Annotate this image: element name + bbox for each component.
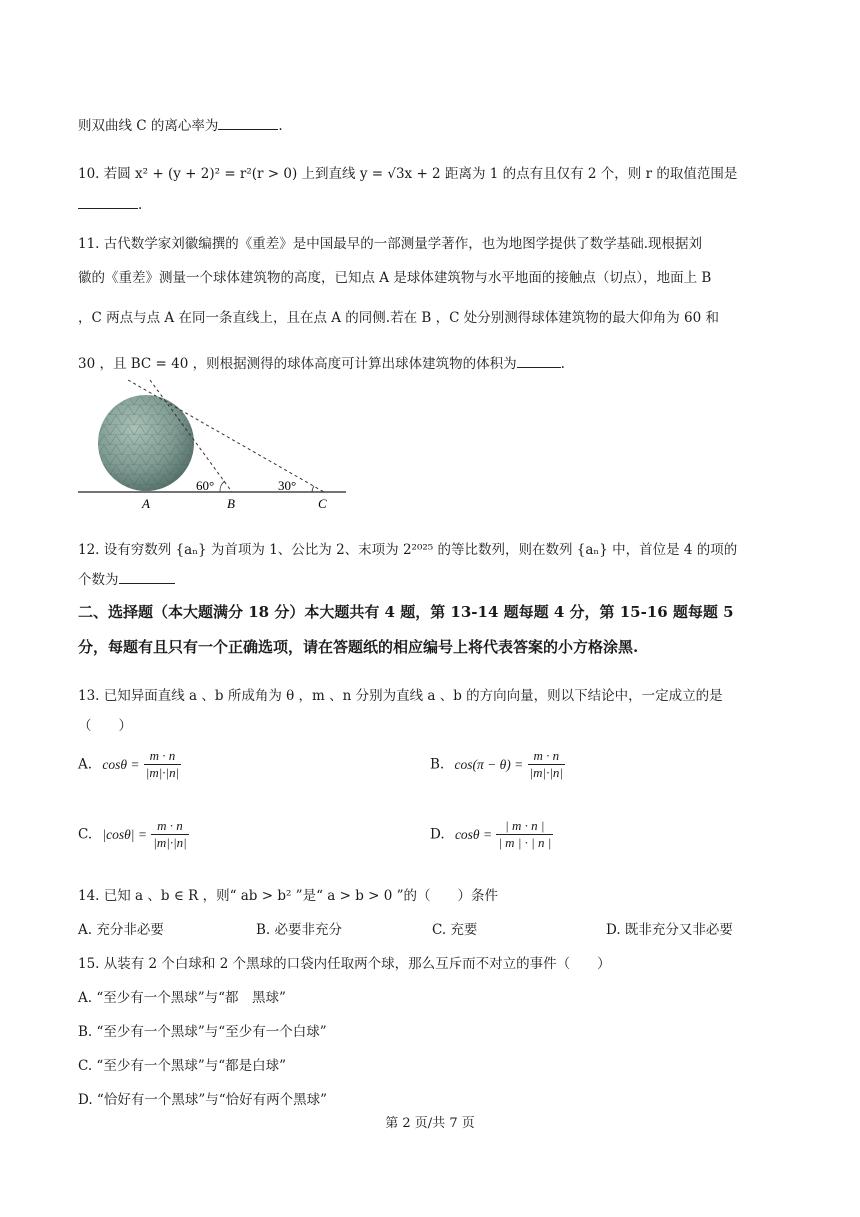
angle-b-label: 60° bbox=[196, 478, 215, 493]
option-14-d[interactable]: D. 既非充分又非必要 bbox=[606, 922, 733, 938]
question-12-line-1: 12. 设有穷数列 {aₙ} 为首项为 1、公比为 2、末项为 2²⁰²⁵ 的等比数列，则在数列 {aₙ} 中，首位是 4 的项的 bbox=[78, 542, 738, 558]
option-15-d[interactable]: D. “恰好有一个黑球”与“恰好有两个黑球” bbox=[78, 1092, 328, 1108]
fraction: $\frac{| m \cdot n |}{| m | \cdot | n |}$ bbox=[498, 818, 552, 850]
option-15-c[interactable]: C. “至少有一个黑球”与“都是白球” bbox=[78, 1058, 287, 1074]
option-14-c[interactable]: C. 充要 bbox=[432, 922, 478, 938]
option-14-b[interactable]: B. 必要非充分 bbox=[256, 922, 343, 938]
option-15-b[interactable]: B. “至少有一个黑球”与“至少有一个白球” bbox=[78, 1024, 327, 1040]
question-14-line-1: 14. 已知 a 、b ∈ R ，则“ ab > b² ”是“ a > b > 0 ”的（ ）条件 bbox=[78, 888, 499, 904]
question-13-line-2: （ ） bbox=[78, 718, 132, 734]
question-10-line-1: 10. 若圆 x² + (y + 2)² = r²(r > 0) 上到直线 y = √3x + 2 距离为 1 的点有且仅有 2 个，则 r 的取值范围是 bbox=[78, 166, 738, 182]
question-10-line-2: . bbox=[78, 196, 142, 213]
fraction: $\frac{m \cdot n}{|m|\cdot|n|}$ bbox=[529, 748, 563, 780]
point-a-label: A bbox=[142, 496, 150, 511]
answer-blank bbox=[517, 355, 561, 368]
option-13-d[interactable]: D. cosθ = $\frac{| m \cdot n |}{| m | \cdot | n |}$ bbox=[430, 818, 552, 850]
option-13-c[interactable]: C. |cosθ| = $\frac{m \cdot n}{|m|\cdot|n|}$ bbox=[78, 818, 187, 850]
question-11-line-3: ，C 两点与点 A 在同一条直线上，且在点 A 的同侧.若在 B ，C 处分别测得球体建筑物的最大仰角为 60 和 bbox=[78, 310, 719, 326]
option-14-a[interactable]: A. 充分非必要 bbox=[78, 922, 164, 938]
line-eccentricity: 则双曲线 C 的离心率为 . bbox=[78, 118, 283, 134]
point-c-label: C bbox=[318, 496, 327, 511]
fraction: $\frac{m \cdot n}{|m|\cdot|n|}$ bbox=[153, 818, 187, 850]
point-b-label: B bbox=[227, 496, 235, 511]
answer-blank bbox=[78, 196, 138, 209]
answer-blank bbox=[218, 117, 278, 130]
question-11-line-4: 30 ，且 BC = 40 ，则根据测得的球体高度可计算出球体建筑物的体积为 . bbox=[78, 356, 565, 372]
section-2-heading-line-2: 分，每题有且只有一个正确选项，请在答题纸的相应编号上将代表答案的小方格涂黑. bbox=[78, 638, 639, 656]
page-footer: 第 2 页/共 7 页 bbox=[385, 1116, 475, 1131]
answer-blank bbox=[119, 571, 175, 584]
question-11-line-1: 11. 古代数学家刘徽编撰的《重差》是中国最早的一部测量学著作，也为地图学提供了数学基础.现根据刘 bbox=[78, 236, 703, 252]
fraction: $\frac{m \cdot n}{|m|\cdot|n|}$ bbox=[145, 748, 180, 780]
question-13-line-1: 13. 已知异面直线 a 、b 所成角为 θ ，m 、n 分别为直线 a 、b 的方向向量，则以下结论中，一定成立的是 bbox=[78, 688, 723, 704]
question-12-line-2: 个数为 bbox=[78, 568, 175, 588]
option-13-a[interactable]: A. cosθ = $\frac{m \cdot n}{|m|\cdot|n|}$ bbox=[78, 748, 180, 780]
option-13-b[interactable]: B. cos(π − θ) = $\frac{m \cdot n}{|m|\cdot|n|}$ bbox=[430, 748, 563, 780]
question-11-line-2: 徽的《重差》测量一个球体建筑物的高度，已知点 A 是球体建筑物与水平地面的接触点（切点），地面上 B bbox=[78, 270, 712, 286]
section-2-heading-line-1: 二、选择题（本大题满分 18 分）本大题共有 4 题，第 13-14 题每题 4 分，第 15-16 题每题 5 bbox=[78, 603, 734, 621]
sphere-figure bbox=[74, 375, 354, 515]
option-15-a[interactable]: A. “至少有一个黑球”与“都 黑球” bbox=[78, 990, 286, 1006]
question-15-line-1: 15. 从装有 2 个白球和 2 个黑球的口袋内任取两个球，那么互斥而不对立的事件（ ） bbox=[78, 956, 611, 972]
angle-c-label: 30° bbox=[278, 478, 297, 493]
